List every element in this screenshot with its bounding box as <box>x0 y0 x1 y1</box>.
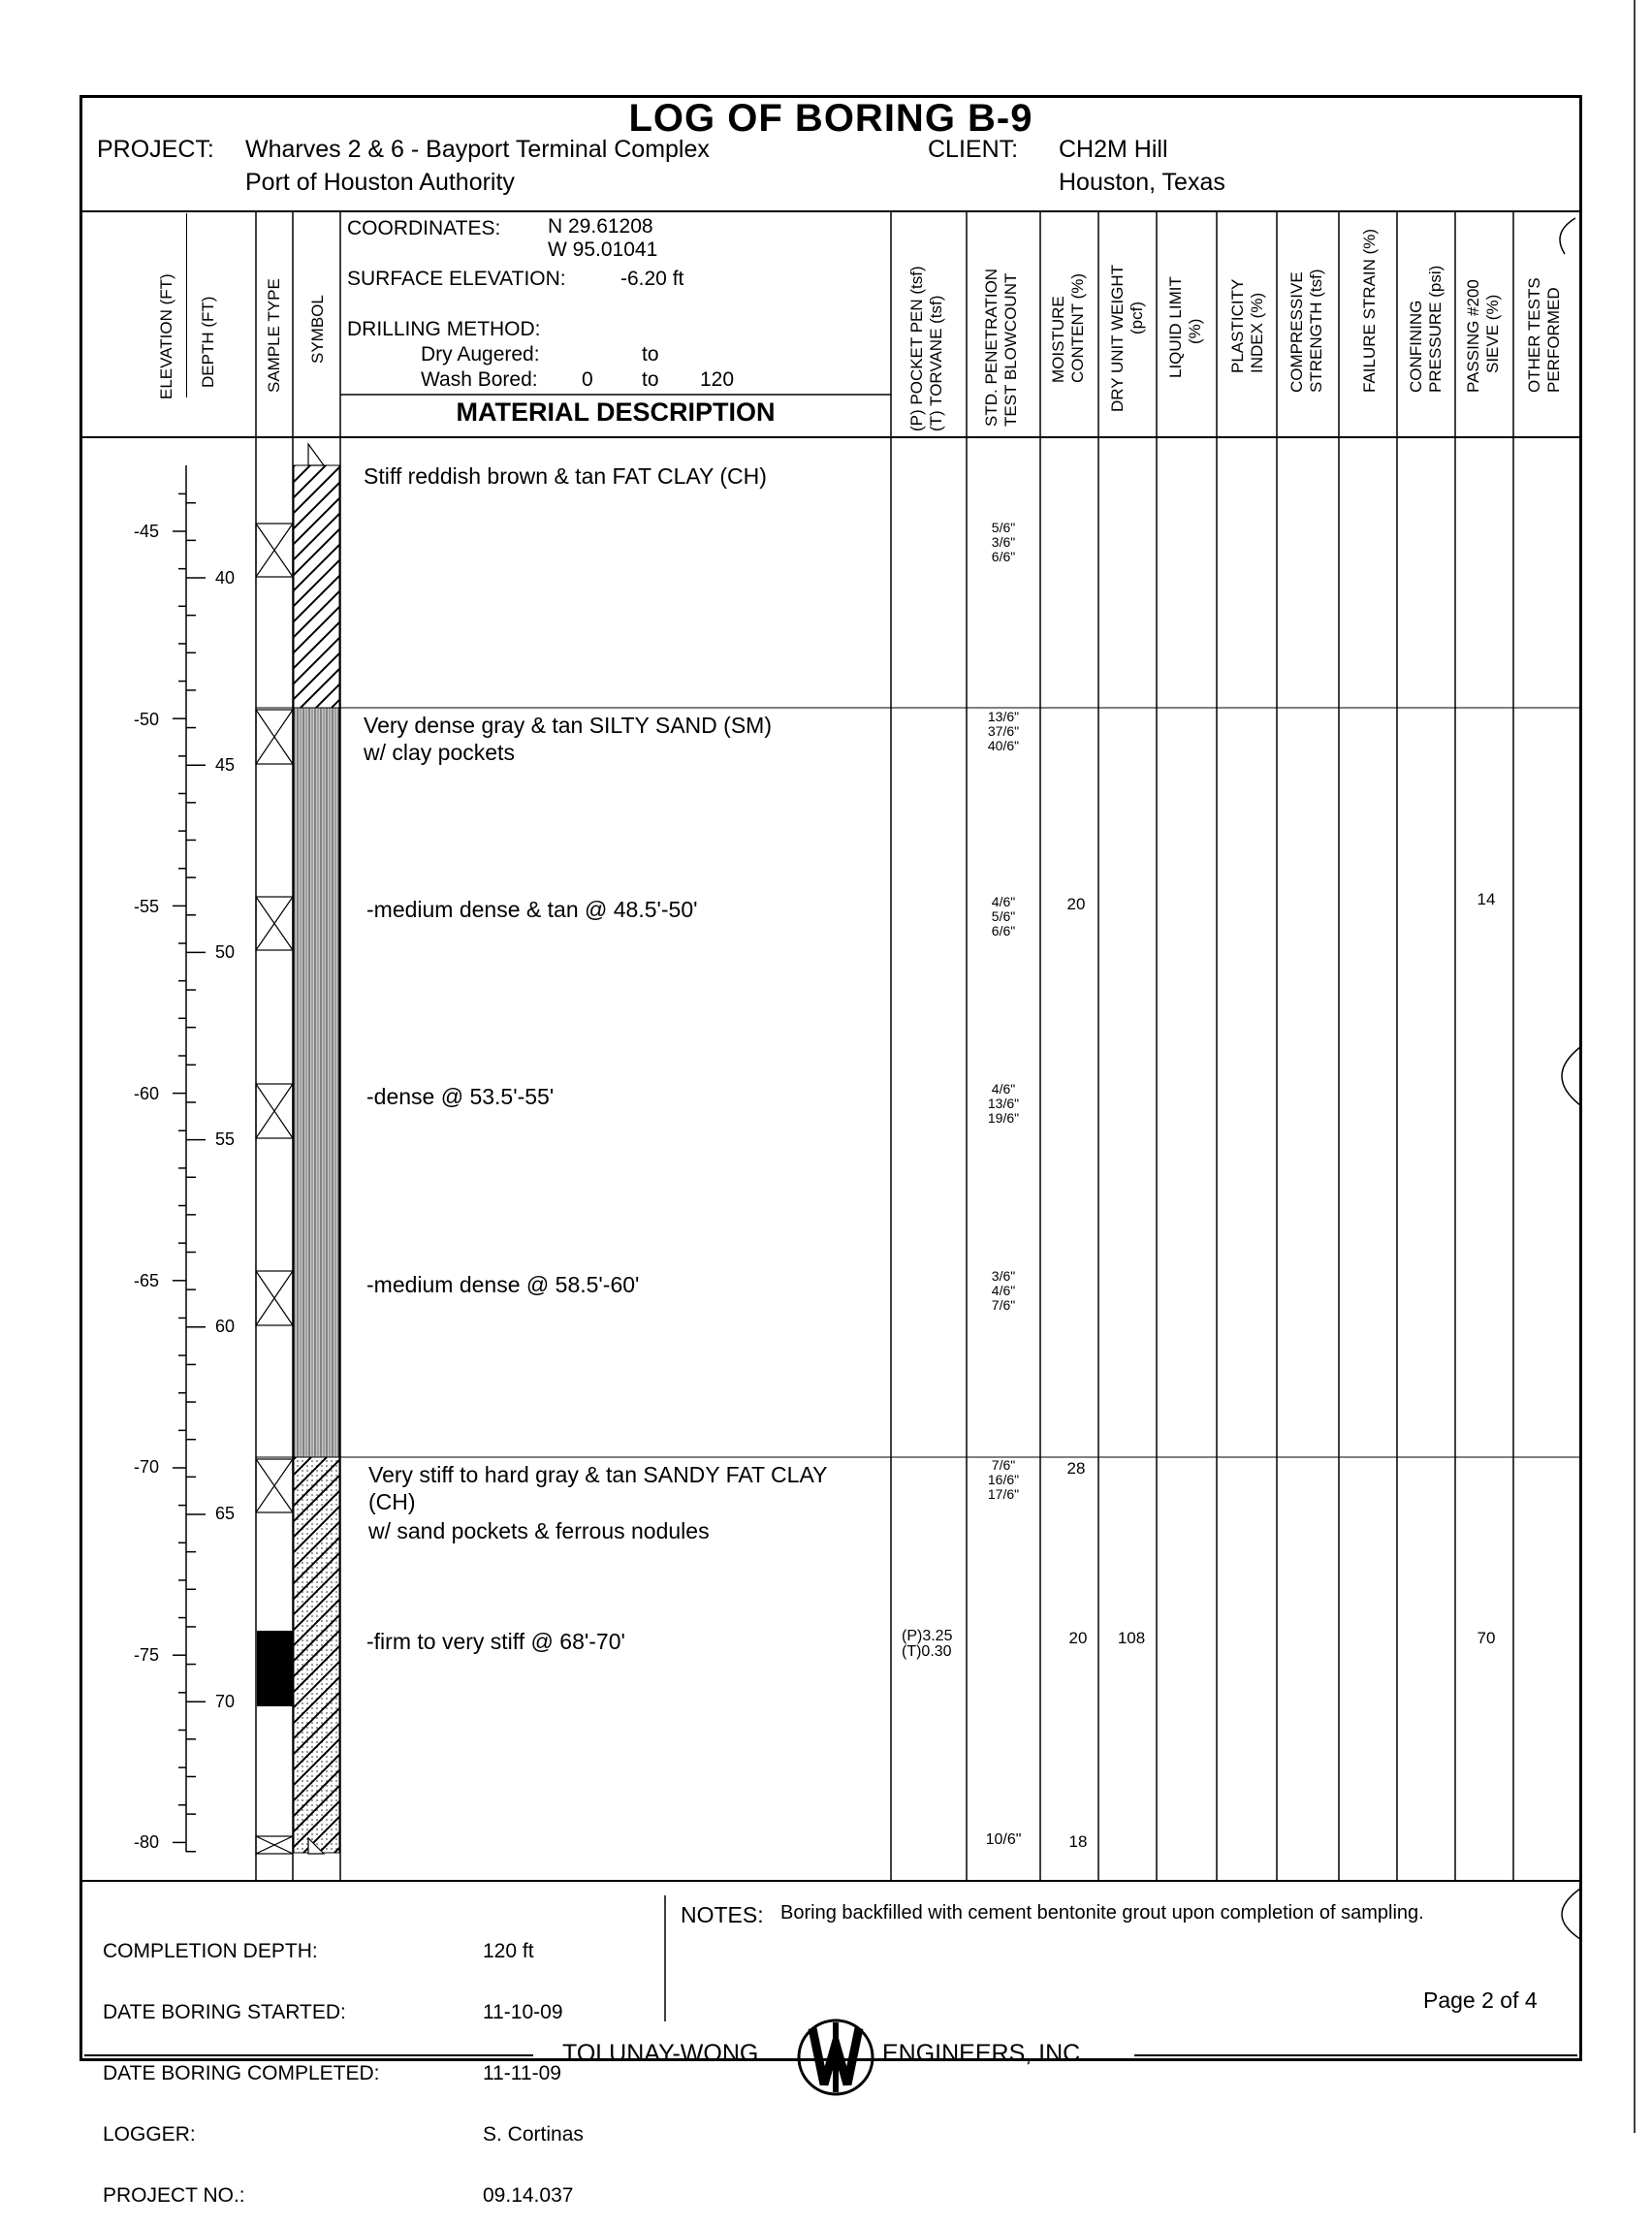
col-moisture: MOISTURE <box>1049 296 1067 383</box>
col-torvane: (T) TORVANE (tsf) <box>927 295 945 431</box>
wash-bored-label: Wash Bored: <box>421 368 538 391</box>
client-name: CH2M Hill <box>1059 136 1168 163</box>
stratum-description: Very stiff to hard gray & tan SANDY FAT CLAY <box>368 1462 828 1487</box>
project-label: PROJECT: <box>97 136 214 163</box>
page-title: LOG OF BORING B-9 <box>628 97 1033 140</box>
col-passing: PASSING #200 <box>1464 279 1482 393</box>
surface-elevation: -6.20 ft <box>620 268 684 290</box>
surface-elevation-label: SURFACE ELEVATION: <box>347 268 566 290</box>
elevation-label: -80 <box>134 1832 160 1852</box>
col-compressive-2: STRENGTH (tsf) <box>1307 269 1325 393</box>
col-other-tests: OTHER TESTS <box>1525 277 1543 393</box>
company-logo-icon <box>799 2020 873 2094</box>
col-other-tests-2: PERFORMED <box>1544 287 1563 393</box>
stratum-note: -dense @ 53.5'-55' <box>366 1084 555 1109</box>
elevation-label: -60 <box>134 1084 160 1103</box>
col-plasticity-2: INDEX (%) <box>1248 292 1266 373</box>
footer-values: 120 ft 11-10-09 11-11-09 S. Cortinas 09.14.037 <box>483 1940 584 2207</box>
depth-label: 70 <box>215 1692 236 1711</box>
elevation-label: -70 <box>134 1457 160 1477</box>
blowcount-cell: 13/6" 37/6" 40/6" <box>987 709 1020 753</box>
moisture-value: 20 <box>1066 895 1086 913</box>
drilling-method-label: DRILLING METHOD: <box>347 318 541 340</box>
blowcount-cell: 4/6" 5/6" 6/6" <box>991 894 1016 938</box>
elevation-label: -55 <box>134 897 160 916</box>
col-compressive: COMPRESSIVE <box>1287 271 1306 393</box>
pocket-pen-cell: (P)3.25 (T)0.30 <box>902 1628 953 1660</box>
material-description-heading: MATERIAL DESCRIPTION <box>456 398 776 427</box>
dry-augered-to: to <box>642 343 659 366</box>
binder-hole-mark <box>1562 1047 1580 1105</box>
col-spt: STD. PENETRATION <box>982 268 1001 427</box>
elevation-label: -65 <box>134 1271 160 1290</box>
stratum-description: (CH) <box>368 1489 416 1514</box>
col-pocket-pen: (P) POCKET PEN (tsf) <box>907 266 926 431</box>
notes-label: NOTES: <box>681 1902 764 1927</box>
elevation-label: -50 <box>134 710 160 729</box>
coordinates-north: N 29.61208 <box>548 215 653 238</box>
col-dry-unit-2: (pcf) <box>1128 302 1146 334</box>
dry-unit-weight-value: 108 <box>1117 1629 1146 1647</box>
depth-label: 40 <box>215 568 236 588</box>
blowcount-cell: 4/6" 13/6" 19/6" <box>987 1081 1020 1126</box>
stratum-description: Very dense gray & tan SILTY SAND (SM) <box>364 713 772 738</box>
coordinates-west: W 95.01041 <box>548 238 658 261</box>
depth-label: 65 <box>215 1504 236 1523</box>
col-confining-2: PRESSURE (psi) <box>1426 265 1445 393</box>
moisture-value: 20 <box>1068 1629 1088 1647</box>
dry-augered-label: Dry Augered: <box>421 343 540 366</box>
passing-200-value: 14 <box>1477 890 1496 908</box>
col-sample-type: SAMPLE TYPE <box>265 278 283 393</box>
wash-bored-to: 120 <box>700 368 735 391</box>
binder-hole-mark <box>1562 1889 1580 1939</box>
col-dry-unit: DRY UNIT WEIGHT <box>1108 264 1127 412</box>
company-name-right: ENGINEERS, INC. <box>882 2040 1088 2067</box>
col-elevation: ELEVATION (FT) <box>157 273 175 399</box>
binder-hole-mark <box>1560 218 1575 254</box>
blowcount-cell: 7/6" 16/6" 17/6" <box>987 1457 1020 1502</box>
moisture-value: 18 <box>1068 1832 1088 1851</box>
coordinates-label: COORDINATES: <box>347 217 501 239</box>
elevation-label: -45 <box>134 522 160 541</box>
blowcount-cell: 3/6" 4/6" 7/6" <box>991 1268 1016 1313</box>
depth-label: 50 <box>215 942 236 962</box>
col-symbol: SYMBOL <box>308 295 327 364</box>
col-divider <box>186 213 188 398</box>
blowcount-cell: 10/6" <box>985 1831 1022 1848</box>
depth-label: 55 <box>215 1129 236 1149</box>
depth-label: 60 <box>215 1317 236 1336</box>
col-confining: CONFINING <box>1407 300 1425 393</box>
col-liquid-limit: LIQUID LIMIT <box>1166 276 1185 378</box>
passing-200-value: 70 <box>1477 1629 1496 1647</box>
footer-labels: COMPLETION DEPTH: DATE BORING STARTED: DATE BORING COMPLETED: LOGGER: PROJECT NO.: <box>103 1940 380 2207</box>
client-label: CLIENT: <box>928 136 1019 163</box>
stratum-description: w/ sand pockets & ferrous nodules <box>368 1518 710 1543</box>
company-name-left: TOLUNAY-WONG <box>562 2040 759 2067</box>
col-spt-2: TEST BLOWCOUNT <box>1001 272 1020 427</box>
project-name: Wharves 2 & 6 - Bayport Terminal Complex <box>245 136 710 163</box>
stratum-note: -firm to very stiff @ 68'-70' <box>366 1629 625 1654</box>
col-depth: DEPTH (FT) <box>199 296 217 388</box>
stratum-description: Stiff reddish brown & tan FAT CLAY (CH) <box>364 463 767 489</box>
wash-bored-from: 0 <box>582 368 593 391</box>
col-moisture-2: CONTENT (%) <box>1068 272 1087 383</box>
col-liquid-limit-2: (%) <box>1186 318 1204 344</box>
moisture-value: 28 <box>1066 1459 1086 1478</box>
page-number: Page 2 of 4 <box>1423 1988 1538 2013</box>
notes-text: Boring backfilled with cement bentonite grout upon completion of sampling. <box>780 1902 1424 1924</box>
project-owner: Port of Houston Authority <box>245 169 515 196</box>
col-plasticity: PLASTICITY <box>1228 278 1247 373</box>
stratum-note: -medium dense @ 58.5'-60' <box>366 1272 640 1297</box>
col-failure-strain: FAILURE STRAIN (%) <box>1360 228 1379 393</box>
client-location: Houston, Texas <box>1059 169 1225 196</box>
col-passing-2: SIEVE (%) <box>1483 294 1502 373</box>
blowcount-cell: 5/6" 3/6" 6/6" <box>991 520 1016 564</box>
stratum-description: w/ clay pockets <box>364 740 515 765</box>
elevation-label: -75 <box>134 1645 160 1665</box>
depth-label: 45 <box>215 755 236 775</box>
stratum-note: -medium dense & tan @ 48.5'-50' <box>366 897 698 922</box>
wash-bored-to-label: to <box>642 368 659 391</box>
